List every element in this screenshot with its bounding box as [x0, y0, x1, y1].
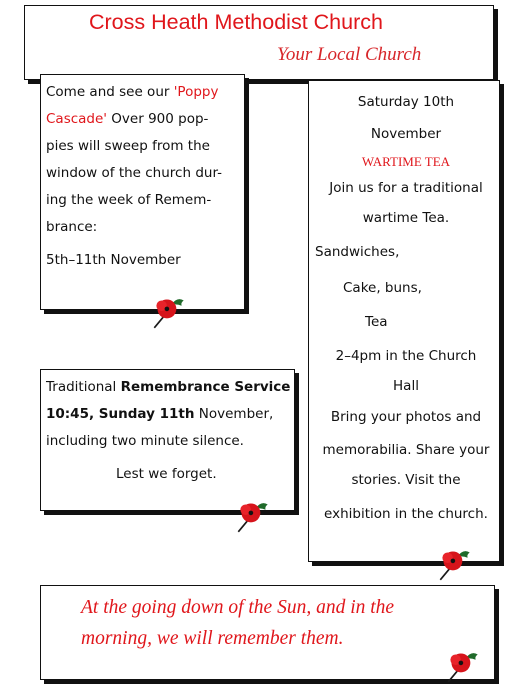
- page-title: Cross Heath Methodist Church: [89, 10, 383, 34]
- poppy-line-1: Come and see our 'Poppy: [46, 84, 219, 100]
- tea-time-1: 2–4pm in the Church: [335, 348, 477, 364]
- poppy-icon: [148, 290, 190, 332]
- poppy-icon: [434, 542, 476, 584]
- tea-time-2: Hall: [393, 378, 419, 394]
- wartime-tea-box: [308, 80, 500, 562]
- poppy-line-4: window of the church dur-: [46, 165, 223, 181]
- lest-we-forget: Lest we forget.: [116, 466, 217, 482]
- service-line-1: Traditional Remembrance Service: [46, 379, 291, 395]
- poppy-icon: [232, 494, 274, 536]
- remembrance-quote: At the going down of the Sun, and in the morning, we will remember them.: [81, 597, 395, 649]
- service-line-2: 10:45, Sunday 11th November,: [46, 406, 274, 422]
- remembrance-service-box: [40, 369, 295, 511]
- tea-invite-1: Join us for a traditional: [329, 180, 483, 196]
- poppy-line-6: brance:: [46, 219, 98, 235]
- poppy-dates: 5th–11th November: [46, 252, 181, 268]
- tea-bring-3: stories. Visit the: [351, 472, 461, 488]
- tea-date-2: November: [370, 126, 442, 142]
- tea-bring-2: memorabilia. Share your: [322, 442, 490, 458]
- tea-menu-3: Tea: [365, 314, 388, 330]
- tea-menu-2: Cake, buns,: [343, 280, 422, 296]
- quote-box: [40, 585, 495, 680]
- tea-invite-2: wartime Tea.: [362, 210, 450, 226]
- tea-heading: WARTIME TEA: [361, 154, 451, 169]
- tea-date-1: Saturday 10th: [357, 94, 455, 110]
- poppy-cascade-highlight: 'Poppy: [173, 84, 219, 100]
- tea-bring-4: exhibition in the church.: [324, 506, 488, 522]
- title-box: [24, 5, 494, 80]
- tea-menu-1: Sandwiches,: [315, 244, 400, 260]
- poppy-icon: [442, 644, 484, 686]
- tea-bring-1: Bring your photos and: [330, 409, 482, 425]
- service-line-3: including two minute silence.: [46, 433, 244, 449]
- page-subtitle: Your Local Church: [277, 44, 422, 65]
- poppy-line-5: ing the week of Remem-: [46, 192, 212, 208]
- poppy-line-2: Cascade' Over 900 pop-: [46, 111, 209, 127]
- poppy-line-3: pies will sweep from the: [46, 138, 210, 154]
- poppy-cascade-box: [40, 74, 245, 310]
